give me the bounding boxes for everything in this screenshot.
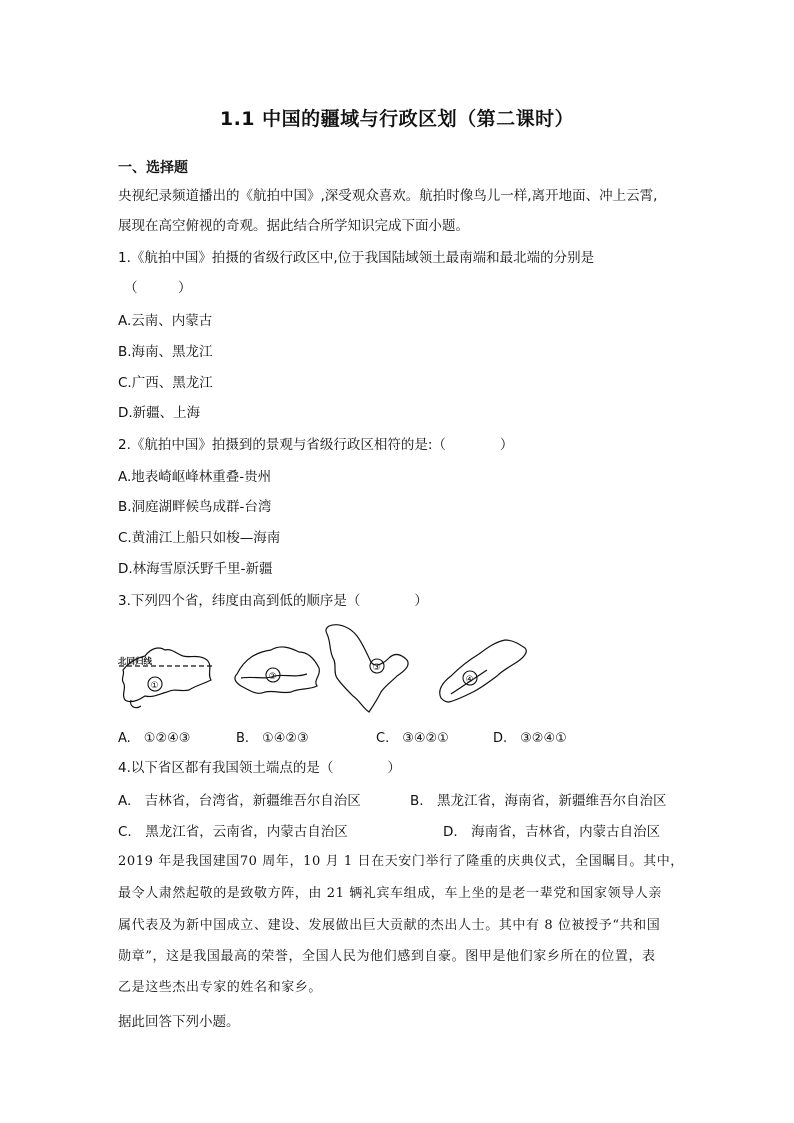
closing-instruction: 据此回答下列小题。 [118,1014,240,1030]
question-4-option-b: B. 黑龙江省，海南省，新疆维吾尔自治区 [410,793,667,809]
question-3-options [118,727,618,747]
question-2-option-b: B.洞庭湖畔候鸟成群-台湾 [118,499,272,515]
page-title: 1.1 中国的疆域与行政区划（第二课时） [219,108,575,130]
intro-line-2: 展现在高空俯视的奇观。据此结合所学知识完成下面小题。 [118,218,469,234]
tropic-of-cancer-label: 北回归线 [118,657,153,667]
question-1-option-b: B.海南、黑龙江 [118,344,213,360]
question-4-option-d: D. 海南省，吉林省，内蒙古自治区 [443,824,661,840]
passage-line-1: 2019 年是我国建国70 周年，10 月 1 日在天安门举行了隆重的庆典仪式，全国瞩目。其中， [118,854,684,869]
passage-line-3: 属代表及为新中国成立、建设、发展做出巨大贡献的杰出人士。其中有 8 位被授予“共和国 [118,918,661,933]
map-number-1: ① [150,681,159,691]
province-map-3 [326,625,408,712]
question-4-option-c: C. 黑龙江省，云南省，内蒙古自治区 [118,824,348,840]
question-3-option-a: A. ①②④③ [118,731,191,746]
map-number-3: ③ [372,663,381,673]
province-map-4 [440,640,527,702]
section-heading: 一、选择题 [118,160,188,176]
question-3-option-d: D. ③②④① [493,731,567,746]
question-4-option-a: A. 吉林省，台湾省，新疆维吾尔自治区 [118,793,361,809]
question-1-option-a: A.云南、内蒙古 [118,313,213,329]
question-2-option-a: A.地表崎岖峰林重叠-贵州 [118,469,272,485]
question-4-stem: 4.以下省区都有我国领土端点的是（ ） [118,760,401,776]
question-3-stem: 3.下列四个省，纬度由高到低的顺序是（ ） [118,593,428,609]
passage-line-5: 乙是这些杰出专家的姓名和家乡。 [118,980,323,995]
question-1-bracket: （ ） [124,280,192,296]
question-2-option-d: D.林海雪原沃野千里-新疆 [118,561,273,577]
question-2-stem: 2.《航拍中国》拍摄到的景观与省级行政区相符的是:（ ） [118,437,514,453]
province-maps [115,618,535,718]
intro-line-1: 央视纪录频道播出的《航拍中国》,深受观众喜欢。航拍时像鸟儿一样,离开地面、冲上云霄, [118,188,658,204]
question-1-stem: 1.《航拍中国》拍摄的省级行政区中,位于我国陆域领土最南端和最北端的分别是 [118,250,595,266]
question-1-option-d: D.新疆、上海 [118,405,201,421]
question-3-option-b: B. ①④②③ [236,731,309,746]
map-number-4: ④ [465,675,474,685]
map-number-2: ② [268,672,277,682]
question-2-option-c: C.黄浦江上船只如梭—海南 [118,530,281,546]
passage-line-2: 最令人肃然起敬的是致敬方阵，由 21 辆礼宾车组成，车上坐的是老一辈党和国家领导人亲 [118,886,663,901]
question-3-option-c: C. ③④②① [376,731,449,746]
question-1-option-c: C.广西、黑龙江 [118,375,213,391]
province-map-2 [235,647,319,693]
passage-line-4: 勋章”，这是我国最高的荣誉，全国人民为他们感到自豪。图甲是他们家乡所在的位置，表 [118,949,656,964]
province-maps-svg [115,618,535,718]
